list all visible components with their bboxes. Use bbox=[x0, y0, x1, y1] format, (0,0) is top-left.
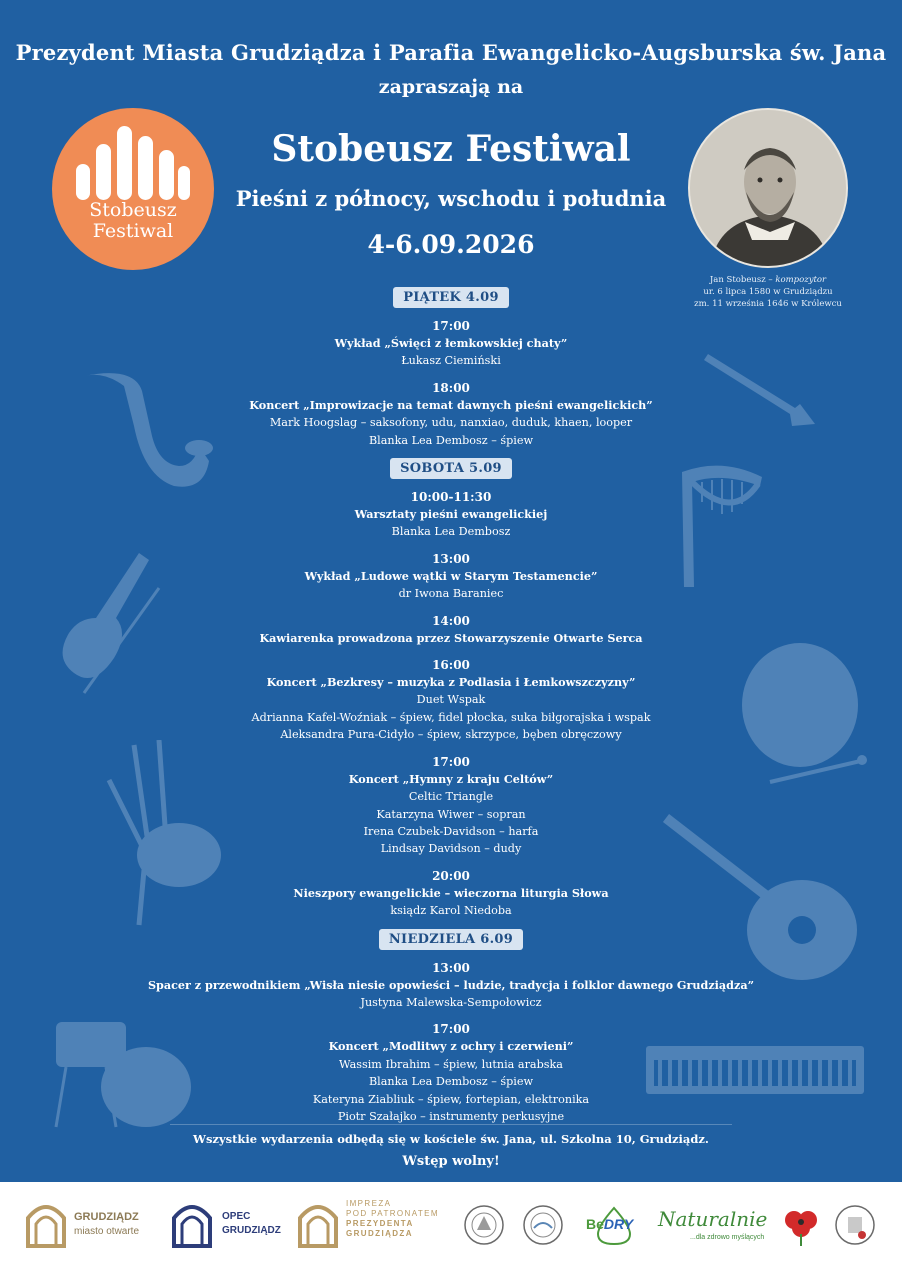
program-event bbox=[0, 550, 902, 603]
event-time: 13:00 bbox=[432, 551, 470, 566]
day-badge: SOBOTA 5.09 bbox=[390, 458, 512, 479]
grudziadz-tagline: miasto otwarte bbox=[74, 1226, 140, 1237]
event-time: 17:00 bbox=[432, 754, 470, 769]
program-event bbox=[0, 959, 902, 1012]
event-performer: Wassim Ibrahim – śpiew, lutnia arabska bbox=[339, 1057, 563, 1071]
patronat-line-2: POD PATRONATEM bbox=[346, 1209, 439, 1218]
invite-line: zapraszają na bbox=[378, 76, 524, 98]
patronat-text bbox=[346, 1199, 439, 1239]
naturalnie-logo: Naturalnie bbox=[658, 1207, 768, 1231]
day-badge: PIĄTEK 4.09 bbox=[393, 287, 509, 308]
city-seal-icon bbox=[834, 1204, 876, 1246]
event-title: Nieszpory ewangelickie – wieczorna liturgia Słowa bbox=[293, 885, 609, 900]
event-performer: Kateryna Ziabliuk – śpiew, fortepian, elektronika bbox=[312, 1092, 590, 1106]
grudziadz-crest-icon bbox=[24, 1202, 68, 1248]
event-time: 20:00 bbox=[432, 868, 470, 883]
event-title: Spacer z przewodnikiem „Wisła niesie opowieści – ludzie, tradycja i folklor dawnego Grudziądza” bbox=[147, 977, 755, 992]
event-performer: Piotr Szałajko – instrumenty perkusyjne bbox=[337, 1109, 565, 1123]
event-time: 10:00-11:30 bbox=[410, 490, 492, 505]
opec-line-1: OPEC bbox=[222, 1211, 251, 1222]
bedry-dry: DRY bbox=[603, 1216, 634, 1232]
event-performer: Irena Czubek-Davidson – harfa bbox=[363, 824, 539, 838]
organ-pipes-icon bbox=[74, 120, 192, 202]
event-title: Koncert „Bezkresy – muzyka z Podlasia i Łemkowszczyzny” bbox=[266, 675, 636, 690]
grudziadz-name: GRUDZIĄDZ bbox=[74, 1211, 139, 1223]
event-performer: Blanka Lea Dembosz – śpiew bbox=[368, 1075, 534, 1089]
organizers-line: Prezydent Miasta Grudziądza i Parafia Ewangelicko-Augsburska św. Jana bbox=[15, 40, 887, 65]
event-performer: ksiądz Karol Niedoba bbox=[390, 904, 512, 918]
venue-note: Wszystkie wydarzenia odbędą się w kościele św. Jana, ul. Szkolna 10, Grudziądz. bbox=[193, 1132, 709, 1146]
day-badge: NIEDZIELA 6.09 bbox=[379, 929, 523, 950]
event-performer: Aleksandra Pura-Cidyło – śpiew, skrzypce, bęben obręczowy bbox=[280, 728, 622, 742]
naturalnie-tagline: ...dla zdrowo myślących bbox=[690, 1234, 765, 1241]
event-title: Kawiarenka prowadzona przez Stowarzyszenie Otwarte Serca bbox=[259, 630, 643, 645]
composer-role: kompozytor bbox=[775, 275, 827, 285]
composer-died: zm. 11 września 1646 w Królewcu bbox=[694, 299, 842, 309]
program-event bbox=[0, 867, 902, 920]
event-performer: Duet Wspak bbox=[416, 693, 486, 707]
event-performer: Katarzyna Wiwer – sopran bbox=[376, 807, 526, 821]
event-time: 17:00 bbox=[432, 319, 470, 333]
patronat-crest-icon bbox=[296, 1202, 340, 1248]
event-title: Koncert „Modlitwy z ochry i czerwieni” bbox=[328, 1039, 574, 1054]
poppy-flower-icon bbox=[778, 1204, 824, 1248]
portrait-engraving bbox=[690, 110, 848, 268]
event-time: 17:00 bbox=[432, 1022, 470, 1037]
day-section bbox=[0, 286, 902, 449]
opec-line-2: GRUDZIĄDZ bbox=[222, 1225, 281, 1236]
festival-logo-text bbox=[52, 200, 214, 242]
event-performer: Adrianna Kafel-Woźniak – śpiew, fidel płocka, suka biłgorajska i wspak bbox=[251, 710, 651, 724]
event-performer: Blanka Lea Dembosz – śpiew bbox=[368, 433, 534, 447]
event-title: Koncert „Hymny z kraju Celtów” bbox=[348, 771, 554, 786]
event-performer: Justyna Malewska-Sempołowicz bbox=[360, 995, 542, 1009]
event-performer: Celtic Triangle bbox=[408, 790, 494, 804]
composer-born: ur. 6 lipca 1580 w Grudziądzu bbox=[703, 287, 833, 297]
program-event bbox=[0, 753, 902, 858]
festival-dates: 4-6.09.2026 bbox=[367, 230, 535, 259]
composer-name: Jan Stobeusz bbox=[709, 275, 766, 285]
program-event bbox=[0, 612, 902, 647]
logo-line-1: Stobeusz bbox=[89, 199, 177, 221]
event-title: Warsztaty pieśni ewangelickiej bbox=[354, 507, 548, 522]
event-performer: Łukasz Ciemiński bbox=[401, 354, 501, 368]
program-event bbox=[0, 488, 902, 541]
program-event bbox=[0, 317, 902, 370]
program-event bbox=[0, 656, 902, 744]
patronat-line-4: GRUDZIĄDZA bbox=[346, 1229, 413, 1238]
free-entry: Wstęp wolny! bbox=[402, 1154, 500, 1169]
patronat-line-3: PREZYDENTA bbox=[346, 1219, 414, 1228]
bedry-logo bbox=[586, 1216, 633, 1232]
event-title: Wykład „Święci z łemkowskiej chaty” bbox=[334, 336, 568, 350]
program-event bbox=[0, 379, 902, 449]
parish-seal-icon bbox=[463, 1204, 505, 1246]
bedry-be: Be bbox=[586, 1216, 604, 1232]
event-time: 16:00 bbox=[432, 658, 470, 673]
footer-divider bbox=[170, 1124, 732, 1125]
event-performer: Mark Hoogslag – saksofony, udu, nanxiao, duduk, khaen, looper bbox=[269, 416, 633, 430]
stobeusz-portrait bbox=[688, 108, 848, 268]
festival-title: Stobeusz Festiwal bbox=[271, 128, 631, 170]
logo-line-2: Festiwal bbox=[92, 220, 174, 242]
festival-logo bbox=[52, 108, 214, 270]
event-title: Wykład „Ludowe wątki w Starym Testamencie” bbox=[304, 568, 598, 583]
portrait-caption: Jan Stobeusz – kompozytor ur. 6 lipca 1580 w Grudziądzu zm. 11 września 1646 w Królewcu bbox=[660, 274, 876, 310]
program-event bbox=[0, 1020, 902, 1125]
festival-program bbox=[0, 286, 902, 1125]
day-section bbox=[0, 928, 902, 1126]
festival-subtitle: Pieśni z północy, wschodu i południa bbox=[235, 186, 667, 211]
event-performer: dr Iwona Baraniec bbox=[398, 587, 504, 601]
day-section bbox=[0, 457, 902, 920]
sponsor-strip bbox=[0, 1182, 902, 1270]
patronat-line-1: IMPREZA bbox=[346, 1199, 392, 1208]
opec-logo-icon bbox=[170, 1202, 214, 1248]
event-time: 13:00 bbox=[432, 960, 470, 975]
association-seal-icon bbox=[522, 1204, 564, 1246]
event-performer: Lindsay Davidson – dudy bbox=[380, 842, 522, 856]
event-time: 14:00 bbox=[432, 613, 470, 628]
event-title: Koncert „Improwizacje na temat dawnych pieśni ewangelickich” bbox=[249, 397, 653, 412]
event-time: 18:00 bbox=[432, 380, 470, 395]
event-performer: Blanka Lea Dembosz bbox=[391, 525, 511, 539]
